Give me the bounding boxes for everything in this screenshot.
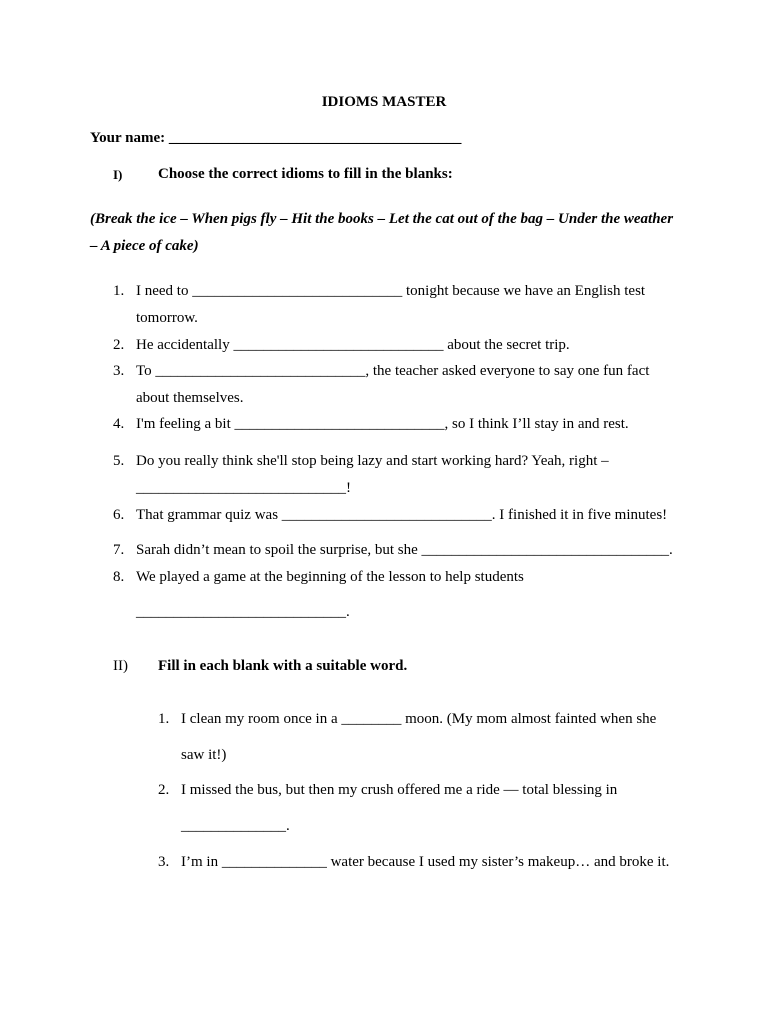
question-text: I missed the bus, but then my crush offered me a ride — total blessing in bbox=[181, 782, 618, 798]
section-1-numeral: I) bbox=[113, 167, 123, 182]
question-text-continued: ______________. bbox=[181, 818, 290, 834]
question-text: I clean my room once in a ________ moon. (My mom almost fainted when she bbox=[181, 711, 657, 727]
question-text: I need to ____________________________ tonight because we have an English test bbox=[136, 283, 646, 299]
question-number: 2. bbox=[158, 782, 170, 798]
question-text: I'm feeling a bit ____________________________, so I think I’ll stay in and rest. bbox=[136, 416, 629, 432]
question-number: 1. bbox=[158, 711, 170, 727]
question-number: 5. bbox=[113, 453, 125, 469]
question-text: I’m in ______________ water because I used my sister’s makeup… and broke it. bbox=[181, 854, 670, 870]
question-number: 3. bbox=[158, 854, 170, 870]
question-text: We played a game at the beginning of the lesson to help students bbox=[136, 569, 524, 585]
question-number: 4. bbox=[113, 416, 125, 432]
question-number: 1. bbox=[113, 283, 125, 299]
student-name-line: Your name: _______________________________________ bbox=[90, 130, 462, 146]
section-1-heading: Choose the correct idioms to fill in the blanks: bbox=[158, 166, 453, 182]
question-text-continued: ____________________________. bbox=[136, 604, 350, 620]
idiom-word-bank-line-2: – A piece of cake) bbox=[90, 238, 199, 254]
question-number: 7. bbox=[113, 542, 125, 558]
question-text: To ____________________________, the teacher asked everyone to say one fun fact bbox=[136, 363, 650, 379]
question-text: That grammar quiz was ____________________________. I finished it in five minutes! bbox=[136, 507, 668, 523]
question-text: He accidentally ____________________________ about the secret trip. bbox=[136, 337, 570, 353]
idiom-word-bank-line-1: (Break the ice – When pigs fly – Hit the books – Let the cat out of the bag – Under the weather bbox=[90, 211, 674, 227]
page-title: IDIOMS MASTER bbox=[321, 94, 447, 110]
question-number: 8. bbox=[113, 569, 125, 585]
section-2-numeral: II) bbox=[113, 658, 128, 674]
question-text-continued: saw it!) bbox=[181, 747, 227, 763]
question-number: 2. bbox=[113, 337, 125, 353]
question-text: Do you really think she'll stop being lazy and start working hard? Yeah, right – bbox=[136, 453, 609, 469]
question-text-continued: ____________________________! bbox=[136, 480, 351, 496]
question-text-continued: tomorrow. bbox=[136, 310, 198, 326]
question-text-continued: about themselves. bbox=[136, 390, 244, 406]
question-number: 6. bbox=[113, 507, 125, 523]
question-number: 3. bbox=[113, 363, 125, 379]
question-text: Sarah didn’t mean to spoil the surprise, but she _________________________________. bbox=[136, 542, 673, 558]
section-2-heading: Fill in each blank with a suitable word. bbox=[158, 658, 408, 674]
